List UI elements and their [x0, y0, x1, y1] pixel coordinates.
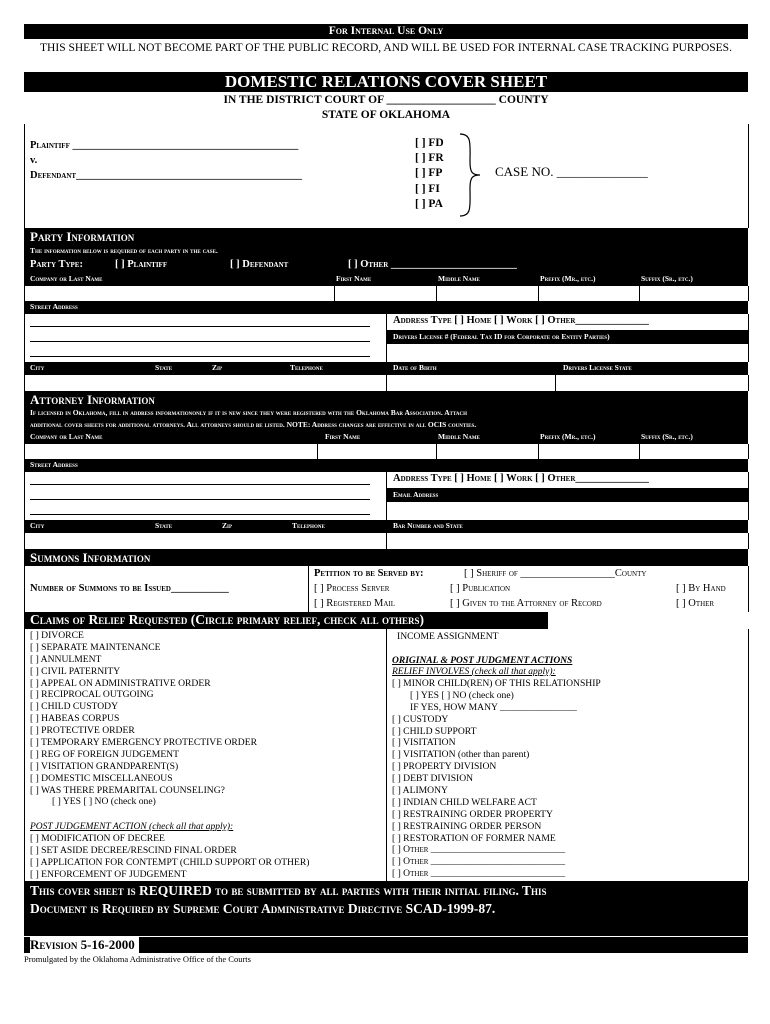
claim-temp-emergency-order[interactable]: [ ] TEMPORARY EMERGENCY PROTECTIVE ORDER [30, 737, 257, 749]
post-judgement-list [30, 833, 309, 881]
internal-notice: THIS SHEET WILL NOT BECOME PART OF THE PUBLIC RECORD, AND WILL BE USED FOR INTERNAL CASE TRACKING PURPOSES. [40, 42, 732, 54]
plaintiff-field[interactable]: Plaintiff ___________________________________________ [30, 140, 299, 151]
claim-annulment[interactable]: [ ] ANNULMENT [30, 653, 102, 665]
post-judgement-heading: POST JUDGEMENT ACTION (check all that apply): [30, 822, 234, 832]
claim-civil-paternity[interactable]: [ ] CIVIL PATERNITY [30, 665, 121, 677]
divider [334, 286, 335, 301]
relief-restoration-name[interactable]: [ ] RESTORATION OF FORMER NAME [392, 832, 556, 844]
divider [555, 375, 556, 391]
relief-debt-division[interactable]: [ ] DEBT DIVISION [392, 773, 474, 785]
party-name-row[interactable] [24, 286, 749, 301]
attorney-street-header [24, 459, 748, 472]
party-type-other[interactable]: [ ] Other ________________________ [348, 259, 517, 270]
pj-set-aside[interactable]: [ ] SET ASIDE DECREE/RESCIND FINAL ORDER [30, 844, 237, 856]
relief-visitation-other[interactable]: [ ] VISITATION (other than parent) [392, 749, 530, 761]
attorney-email-bar [387, 488, 748, 502]
case-type-list [415, 137, 444, 213]
relief-visitation[interactable]: [ ] VISITATION [392, 737, 456, 749]
relief-restraining-person[interactable]: [ ] RESTRAINING ORDER PERSON [392, 820, 542, 832]
divider [386, 472, 387, 520]
divider [538, 444, 539, 459]
claim-divorce[interactable]: [ ] DIVORCE [30, 630, 84, 641]
relief-minor-children[interactable]: [ ] MINOR CHILD(REN) OF THIS RELATIONSHIP [392, 678, 601, 689]
attorney-suffix-label: Suffix (Sr., etc.) [641, 432, 693, 441]
divider [436, 286, 437, 301]
attorney-heading: Attorney Information [30, 392, 155, 407]
pj-modification[interactable]: [ ] MODIFICATION OF DECREE [30, 833, 165, 844]
claim-domestic-misc[interactable]: [ ] DOMESTIC MISCELLANEOUS [30, 772, 173, 784]
court-line: IN THE DISTRICT COURT OF ___________________ COUNTY [223, 94, 549, 106]
income-assignment[interactable]: INCOME ASSIGNMENT [397, 631, 499, 642]
party-address-type[interactable]: Address Type [ ] Home [ ] Work [ ] Other______________ [393, 315, 649, 326]
divider [436, 444, 437, 459]
divider [386, 375, 387, 391]
divider [639, 444, 640, 459]
relief-other-1[interactable]: [ ] Other ____________________________ [392, 844, 566, 856]
party-prefix-label: Prefix (Mr., etc.) [540, 274, 596, 283]
claims-right-list [392, 678, 601, 880]
relief-how-many[interactable]: IF YES, HOW MANY ________________ [410, 701, 577, 713]
revision-label: Revision 5-16-2000 [30, 937, 139, 953]
petition-served-label: Petition to be Served by: [314, 568, 424, 579]
claim-reciprocal-outgoing[interactable]: [ ] RECIPROCAL OUTGOING [30, 689, 154, 701]
summons-heading: Summons Information [30, 550, 151, 565]
party-dob-label: Date of Birth [393, 363, 437, 372]
party-name-header [24, 273, 748, 286]
party-street-header [24, 301, 748, 314]
claim-premarital-counseling[interactable]: [ ] WAS THERE PREMARITAL COUNSELING? [30, 784, 225, 796]
served-registered-mail[interactable]: [ ] Registered Mail [314, 598, 395, 609]
relief-restraining-property[interactable]: [ ] RESTRAINING ORDER PROPERTY [392, 808, 553, 820]
required-notice-line-2: Document is Required by Supreme Court Administrative Directive SCAD-1999-87. [30, 901, 496, 916]
party-street-label: Street Address [30, 302, 78, 311]
party-dl-state-label: Drivers License State [563, 363, 632, 372]
case-type-fp[interactable]: [ ] FP [415, 167, 443, 180]
case-type-fr[interactable]: [ ] FR [415, 152, 444, 165]
attorney-telephone-label: Telephone [292, 521, 325, 530]
divider [308, 566, 309, 612]
divider [317, 444, 318, 459]
party-dl-label: Drivers License # (Federal Tax ID for Corporate or Entity Parties) [393, 332, 610, 341]
claim-appeal-admin-order[interactable]: [ ] APPEAL ON ADMINISTRATIVE ORDER [30, 677, 211, 689]
attorney-zip-label: Zip [222, 521, 233, 530]
served-other[interactable]: [ ] Other [676, 598, 715, 609]
case-type-pa[interactable]: [ ] PA [415, 197, 443, 210]
party-instructions: The information below is required of each party in the case. [30, 246, 218, 255]
attorney-street-label: Street Address [30, 460, 78, 469]
divider [538, 286, 539, 301]
attorney-city-header [24, 520, 748, 533]
party-company-label: Company or Last Name [30, 274, 103, 283]
party-heading: Party Information [30, 229, 135, 244]
original-post-judgment-heading: ORIGINAL & POST JUDGMENT ACTIONS [392, 656, 573, 666]
party-type-plaintiff[interactable]: [ ] Plaintiff [115, 259, 168, 270]
divider [386, 533, 387, 549]
state-line: STATE OF OKLAHOMA [321, 109, 451, 121]
relief-icwa[interactable]: [ ] INDIAN CHILD WELFARE ACT [392, 796, 537, 808]
attorney-name-row[interactable] [24, 444, 749, 459]
case-type-fi[interactable]: [ ] FI [415, 182, 440, 195]
relief-alimony[interactable]: [ ] ALIMONY [392, 785, 448, 797]
pj-contempt[interactable]: [ ] APPLICATION FOR CONTEMPT (CHILD SUPPORT OR OTHER) [30, 856, 310, 868]
attorney-state-label: State [155, 521, 173, 530]
attorney-first-name-label: First Name [325, 432, 361, 441]
right-brace-icon [456, 132, 486, 218]
party-type-label: Party Type: [30, 259, 83, 270]
defendant-field[interactable]: Defendant___________________________________________ [30, 170, 302, 181]
form-title: DOMESTIC RELATIONS COVER SHEET [224, 72, 548, 91]
claims-left-list [30, 630, 257, 808]
claim-protective-order[interactable]: [ ] PROTECTIVE ORDER [30, 725, 135, 737]
claim-separate-maintenance[interactable]: [ ] SEPARATE MAINTENANCE [30, 641, 161, 653]
served-by-hand[interactable]: [ ] By Hand [676, 583, 726, 594]
internal-use-label: For Internal Use Only [328, 25, 444, 37]
attorney-instructions-2: additional cover sheets for additional attorneys. All attorneys should be listed. NOTE: Address changes are effective in all OCIS counties. [30, 420, 477, 429]
attorney-company-label: Company or Last Name [30, 432, 103, 441]
case-number-field[interactable]: CASE NO. ______________ [495, 164, 648, 179]
served-process-server[interactable]: [ ] Process Server [314, 583, 390, 594]
party-city-label: City [30, 363, 45, 372]
served-sheriff[interactable]: [ ] Sheriff of __________________County [464, 568, 647, 579]
party-telephone-label: Telephone [290, 363, 323, 372]
required-notice-line-1: This cover sheet is REQUIRED to be submitted by all parties with their initial filing. This [30, 883, 547, 898]
party-city-header [24, 362, 748, 375]
summons-number-field[interactable]: Number of Summons to be Issued___________ [30, 583, 229, 594]
party-zip-label: Zip [212, 363, 223, 372]
case-type-fd[interactable]: [ ] FD [415, 137, 444, 149]
relief-property-division[interactable]: [ ] PROPERTY DIVISION [392, 761, 497, 773]
party-state-label: State [155, 363, 173, 372]
v-label: v. [30, 155, 38, 166]
relief-other-2[interactable]: [ ] Other ____________________________ [392, 856, 566, 868]
relief-other-3[interactable]: [ ] Other ____________________________ [392, 868, 566, 880]
promulgated-note: Promulgated by the Oklahoma Administrative Office of the Courts [24, 954, 251, 964]
claims-heading: Claims of Relief Requested (Circle primary relief, check all others) [30, 612, 424, 627]
relief-child-support[interactable]: [ ] CHILD SUPPORT [392, 725, 477, 737]
claim-counseling-yes-no[interactable]: [ ] YES [ ] NO (check one) [52, 796, 156, 808]
attorney-middle-name-label: Middle Name [438, 432, 480, 441]
attorney-city-label: City [30, 521, 45, 530]
attorney-address-type[interactable]: Address Type [ ] Home [ ] Work [ ] Other______________ [393, 473, 649, 484]
divider [639, 286, 640, 301]
divider [386, 629, 387, 881]
claim-child-custody[interactable]: [ ] CHILD CUSTODY [30, 701, 119, 713]
relief-minor-yes-no[interactable]: [ ] YES [ ] NO (check one) [410, 689, 514, 701]
served-publication[interactable]: [ ] Publication [450, 583, 511, 594]
relief-involves-heading: RELIEF INVOLVES (check all that apply): [392, 667, 556, 677]
party-suffix-label: Suffix (Sr., etc.) [641, 274, 693, 283]
attorney-bar-number-label: Bar Number and State [393, 521, 463, 530]
served-given-attorney[interactable]: [ ] Given to the Attorney of Record [450, 598, 602, 609]
claim-visitation-grandparent[interactable]: [ ] VISITATION GRANDPARENT(S) [30, 760, 179, 772]
party-middle-name-label: Middle Name [438, 274, 480, 283]
party-first-name-label: First Name [336, 274, 372, 283]
attorney-instructions-1: If licensed in Oklahoma, fill in address informationonly if it is new since they were registered with the Oklahoma Bar Association. Attach [30, 408, 468, 417]
attorney-prefix-label: Prefix (Mr., etc.) [540, 432, 596, 441]
claim-habeas-corpus[interactable]: [ ] HABEAS CORPUS [30, 713, 120, 725]
party-type-defendant[interactable]: [ ] Defendant [230, 259, 289, 270]
relief-custody[interactable]: [ ] CUSTODY [392, 713, 449, 725]
attorney-email-label: Email Address [393, 490, 439, 499]
pj-enforcement[interactable]: [ ] ENFORCEMENT OF JUDGEMENT [30, 868, 187, 880]
claim-reg-foreign-judgement[interactable]: [ ] REG OF FOREIGN JUDGEMENT [30, 748, 179, 760]
divider [386, 314, 387, 362]
